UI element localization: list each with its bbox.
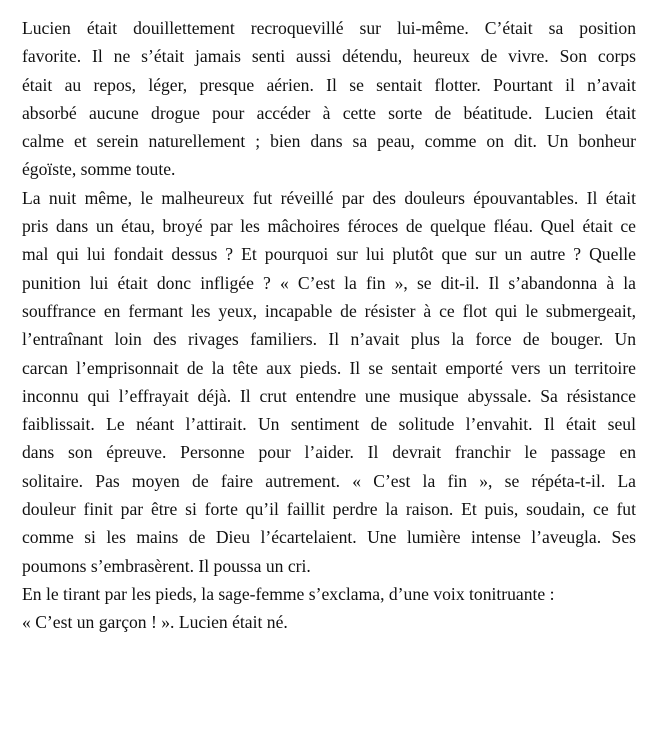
story-text (22, 14, 636, 637)
text-line: En le tirant par les pieds, la sage-femme s’exclama, d’une voix tonitruante : (22, 583, 555, 604)
text-line: faiblissait. Le néant l’attirait. Un sentiment de solitude l’envahit. Il était seul (22, 414, 636, 435)
text-line: absorbé aucune drogue pour accéder à cette sorte de béatitude. Lucien était (22, 102, 636, 123)
text-line: était au repos, léger, presque aérien. Il se sentait flotter. Pourtant il n’avait (22, 74, 636, 95)
paragraph-2 (22, 184, 636, 580)
text-line: Lucien était douillettement recroquevillé sur lui-même. C’était sa position (22, 18, 636, 38)
text-line: poumons s’embrasèrent. Il poussa un cri. (22, 555, 311, 576)
text-line: égoïste, somme toute. (22, 159, 176, 180)
paragraph-3 (22, 580, 636, 637)
text-line: mal qui lui fondait dessus ? Et pourquoi sur lui plutôt que sur un autre ? Quelle (22, 244, 636, 265)
text-line: comme si les mains de Dieu l’écartelaient. Une lumière intense l’aveugla. Ses (22, 527, 636, 548)
text-line: « C’est un garçon ! ». Lucien était né. (22, 612, 288, 633)
text-line: pris dans un étau, broyé par les mâchoires féroces de quelque fléau. Quel était ce (22, 216, 636, 237)
text-line: douleur finit par être si forte qu’il faillit perdre la raison. Et puis, soudain, ce fut (22, 499, 636, 520)
text-line: souffrance en fermant les yeux, incapable de résister à ce flot qui le submergeait, (22, 300, 636, 321)
text-line: calme et serein naturellement ; bien dans sa peau, comme on dit. Un bonheur (22, 131, 636, 152)
text-line: La nuit même, le malheureux fut réveillé par des douleurs épouvantables. Il était (22, 187, 636, 208)
text-line: solitaire. Pas moyen de faire autrement. « C’est la fin », se répéta-t-il. La (22, 470, 636, 491)
text-line: punition lui était donc infligée ? « C’est la fin », se dit-il. Il s’abandonna à la (22, 272, 636, 293)
paragraph-1 (22, 14, 636, 184)
text-line: inconnu qui l’effrayait déjà. Il crut entendre une musique abyssale. Sa résistance (22, 385, 636, 406)
text-line: dans son épreuve. Personne pour l’aider. Il devrait franchir le passage en (22, 442, 636, 463)
text-line: l’entraînant loin des rivages familiers. Il n’avait plus la force de bouger. Un (22, 329, 636, 350)
text-line: carcan l’emprisonnait de la tête aux pieds. Il se sentait emporté vers un territoire (22, 357, 636, 378)
text-line: favorite. Il ne s’était jamais senti aussi détendu, heureux de vivre. Son corps (22, 46, 636, 67)
